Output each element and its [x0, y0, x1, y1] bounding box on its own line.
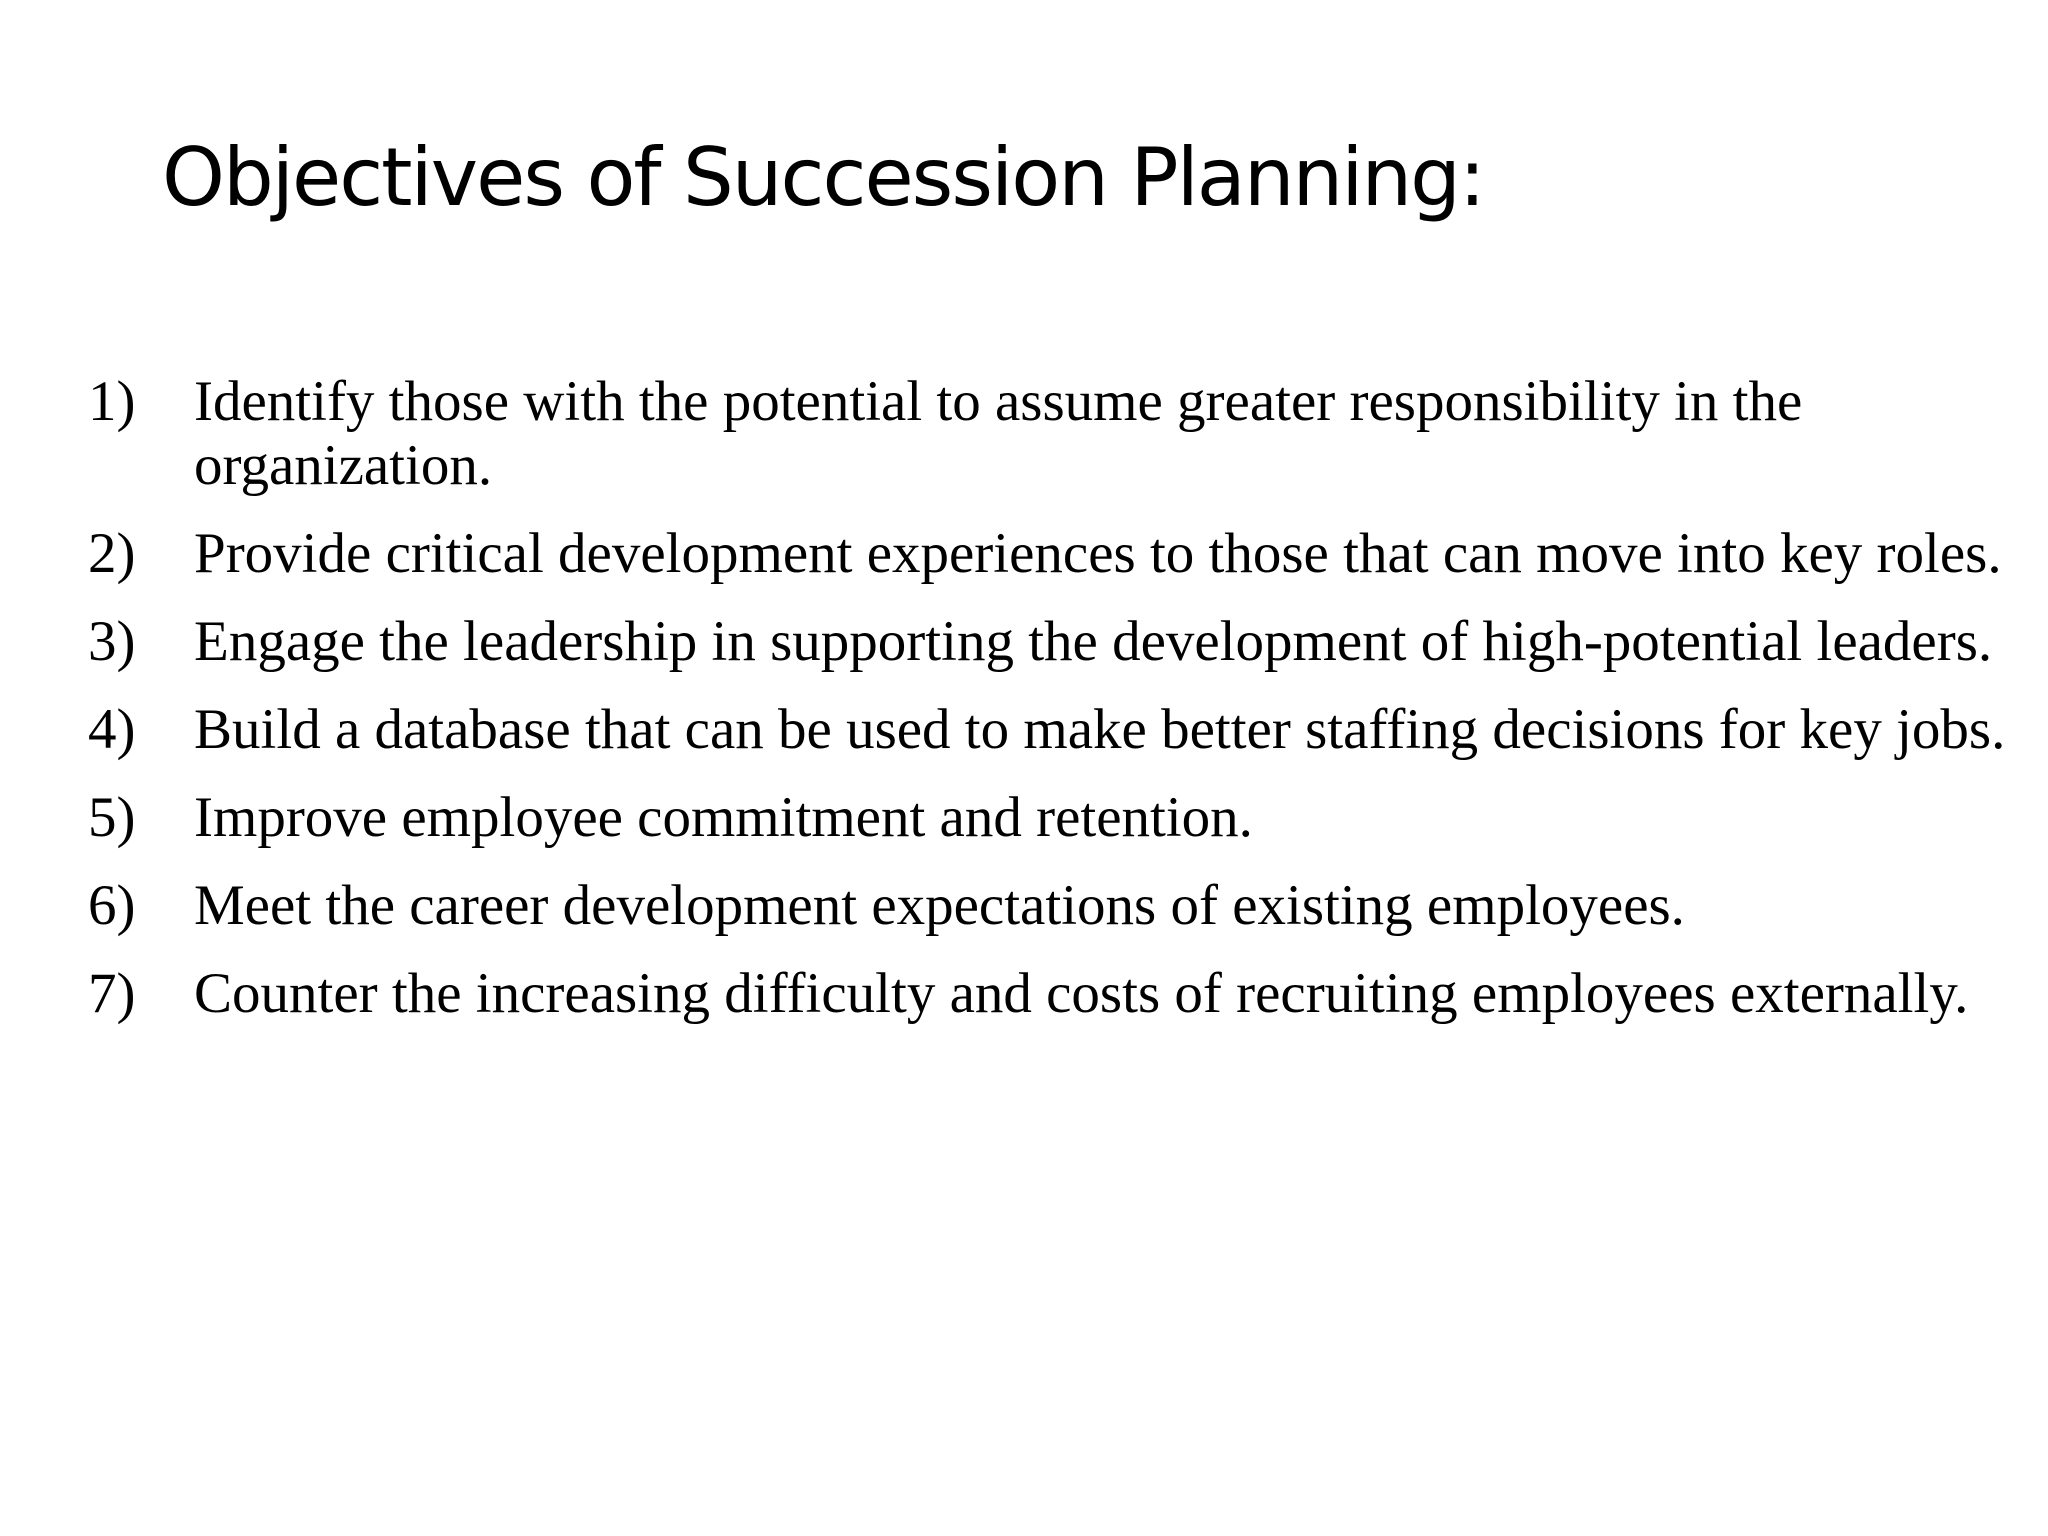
- list-item-text: Engage the leadership in supporting the development of high-potential leaders.: [194, 610, 1993, 673]
- list-item-text: Build a database that can be used to make better staffing decisions for key jobs.: [194, 698, 2006, 761]
- list-item: [88, 522, 2008, 586]
- list-item-text: Identify those with the potential to assume greater responsibility in the organization.: [194, 370, 1803, 497]
- list-item-text: Improve employee commitment and retention.: [194, 786, 1253, 849]
- list-item-number: 7): [88, 962, 136, 1025]
- list-item-text: Counter the increasing difficulty and costs of recruiting employees externally.: [194, 962, 1969, 1025]
- list-item-number: 2): [88, 522, 136, 585]
- slide-title: Objectives of Succession Planning:: [162, 131, 1484, 224]
- list-item: [88, 698, 2008, 762]
- list-item: [88, 962, 2008, 1026]
- list-item-text: Provide critical development experiences to those that can move into key roles.: [194, 522, 2002, 585]
- list-item: [88, 610, 2008, 674]
- list-item: [88, 370, 2008, 498]
- list-item-number: 5): [88, 786, 136, 849]
- list-item-number: 1): [88, 370, 136, 433]
- list-item: [88, 786, 2008, 850]
- objectives-list: [88, 370, 2008, 1050]
- list-item-number: 4): [88, 698, 136, 761]
- list-item-number: 3): [88, 610, 136, 673]
- list-item: [88, 874, 2008, 938]
- list-item-text: Meet the career development expectations of existing employees.: [194, 874, 1685, 937]
- list-item-number: 6): [88, 874, 136, 937]
